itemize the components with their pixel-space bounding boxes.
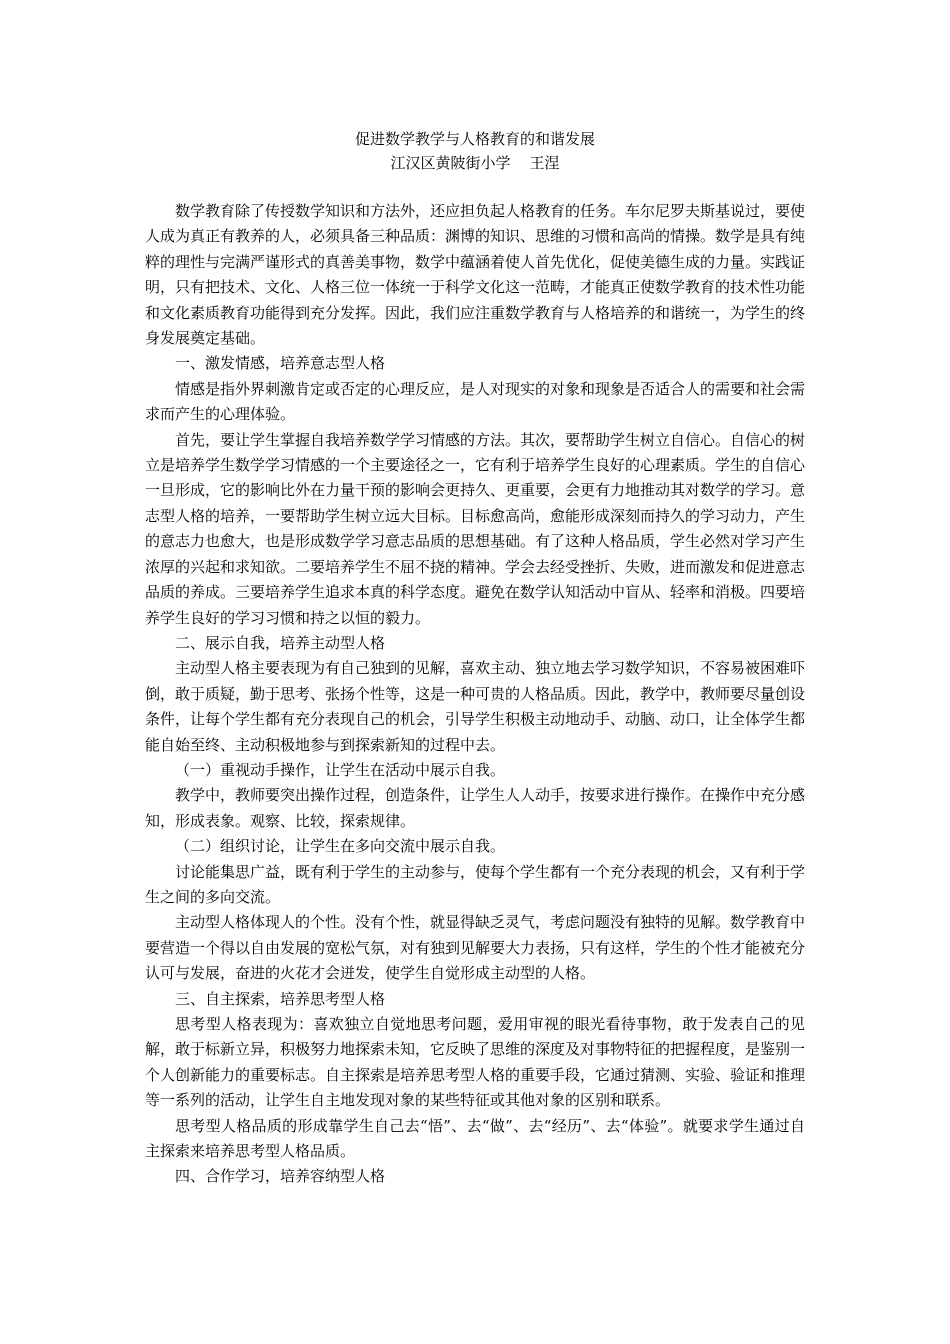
body-paragraph: 思考型人格表现为：喜欢独立自觉地思考问题，爱用审视的眼光看待事物，敢于发表自己的见解，敢于标新立异，积极努力地探索未知，它反映了思维的深度及对事物特征的把握程度，是鉴别一个人创新能力的重要标志。自主探索是培养思考型人格的重要手段，它通过猜测、实验、验证和推理等一系列的活动，让学生自主地发现对象的某些特征或其他对象的区别和联系。 xyxy=(145,1015,806,1110)
section-heading: （二）组织讨论，让学生在多向交流中展示自我。 xyxy=(175,837,506,856)
body-paragraph: 思考型人格品质的形成靠学生自己去“悟”、去“做”、去“经历”、去“体验”。就要求学生通过自主探索来培养思考型人格品质。 xyxy=(145,1116,805,1161)
body-paragraph: 讨论能集思广益，既有利于学生的主动参与，使每个学生都有一个充分表现的机会，又有利于学生之间的多向交流。 xyxy=(145,862,806,906)
document-title: 促进数学教学与人格教育的和谐发展 xyxy=(354,130,595,148)
body-paragraph: 主动型人格主要表现为有自己独到的见解，喜欢主动、独立地去学习数学知识，不容易被困难吓倒，敢于质疑，勤于思考、张扬个性等，这是一种可贵的人格品质。因此，教学中，教师要尽量创设条件，让每个学生都有充分表现自己的机会，引导学生积极主动地动手、动脑、动口，让全体学生都能自始至终、主动积极地参与到探索新知的过程中去。 xyxy=(145,659,806,754)
document-byline: 江汉区黄陂街小学 王涅 xyxy=(390,154,560,172)
section-heading: 三、自主探索，培养思考型人格 xyxy=(175,989,386,1008)
document-body xyxy=(145,199,805,1190)
body-paragraph: 主动型人格体现人的个性。没有个性，就显得缺乏灵气，考虑问题没有独特的见解。数学教育中要营造一个得以自由发展的宽松气氛，对有独到见解要大力表扬，只有这样，学生的个性才能被充分认可与发展，奋进的火花才会迸发，使学生自觉形成主动型的人格。 xyxy=(145,913,806,983)
body-paragraph: 教学中，教师要突出操作过程，创造条件，让学生人人动手，按要求进行操作。在操作中充分感知，形成表象。观察、比较，探索规律。 xyxy=(145,786,806,830)
document-page xyxy=(145,127,805,1190)
section-heading: 四、合作学习，培养容纳型人格 xyxy=(175,1167,386,1186)
section-heading: 一、激发情感，培养意志型人格 xyxy=(175,354,386,373)
section-heading: 二、展示自我，培养主动型人格 xyxy=(175,633,386,652)
section-heading: （一）重视动手操作，让学生在活动中展示自我。 xyxy=(175,760,506,779)
body-paragraph: 情感是指外界刺激肯定或否定的心理反应，是人对现实的对象和现象是否适合人的需要和社会需求而产生的心理体验。 xyxy=(145,379,806,424)
body-paragraph: 数学教育除了传授数学知识和方法外，还应担负起人格教育的任务。车尔尼罗夫斯基说过，要使人成为真正有教养的人，必须具备三种品质：渊博的知识、思维的习惯和高尚的情操。数学是具有纯粹的理性与完满严谨形式的真善美事物，数学中蕴涵着使人首先优化，促使美德生成的力量。实践证明，只有把技术、文化、人格三位一体统一于科学文化这一范畴，才能真正使数学教育的技术性功能和文化素质教育功能得到充分发挥。因此，我们应注重数学教育与人格培养的和谐统一，为学生的终身发展奠定基础。 xyxy=(145,202,806,348)
body-paragraph: 首先，要让学生掌握自我培养数学学习情感的方法。其次，要帮助学生树立自信心。自信心的树立是培养学生数学学习情感的一个主要途径之一，它有利于培养学生良好的心理素质。学生的自信心一旦形成，它的影响比外在力量干预的影响会更持久、更重要，会更有力地推动其对数学的学习。意志型人格的培养，一要帮助学生树立远大目标。目标愈高尚，愈能形成深刻而持久的学习动力，产生的意志力也愈大，也是形成数学学习意志品质的思想基础。有了这种人格品质，学生必然对学习产生浓厚的兴起和求知欲。二要培养学生不屈不挠的精神。学会去经受挫折、失败，进而激发和促进意志品质的养成。三要培养学生追求本真的科学态度。避免在数学认知活动中盲从、轻率和消极。四要培养学生良好的学习习惯和持之以恒的毅力。 xyxy=(145,430,806,627)
